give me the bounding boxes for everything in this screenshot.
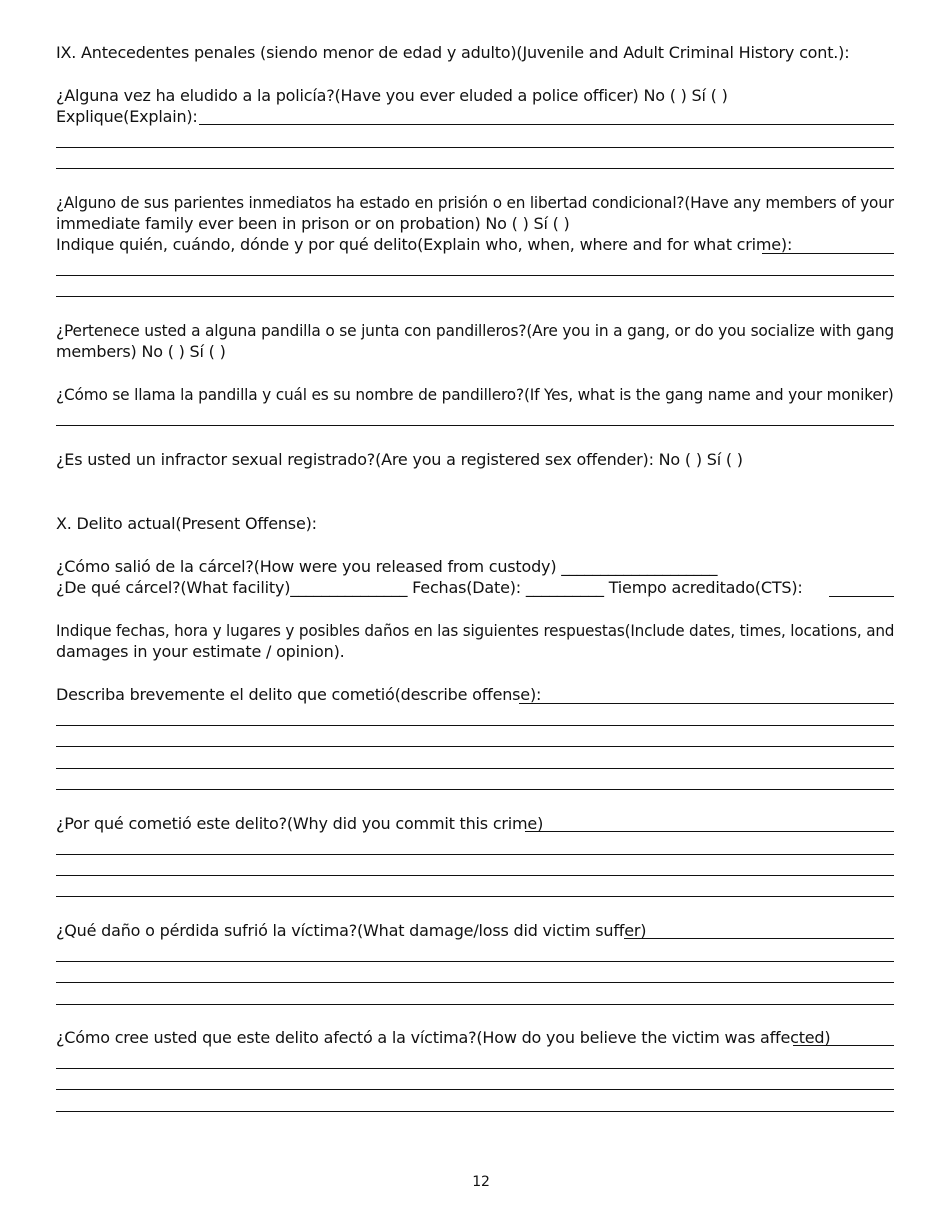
- answer-line-why-crime[interactable]: [525, 831, 894, 832]
- question-gang-line1: ¿Pertenece usted a alguna pandilla o se junta con pandilleros?(Are you in a gang, or do you socialize with gang: [56, 321, 894, 340]
- section-x-heading: X. Delito actual(Present Offense):: [56, 514, 317, 533]
- answer-line[interactable]: [56, 982, 894, 983]
- answer-line-victim-damage[interactable]: [624, 938, 894, 939]
- question-describe-offense: Describa brevemente el delito que cometió(describe offense):: [56, 685, 542, 704]
- question-victim-affected: ¿Cómo cree usted que este delito afectó a la víctima?(How do you believe the victim was affected): [56, 1028, 831, 1047]
- answer-line[interactable]: [56, 896, 894, 897]
- instructions-line1: Indique fechas, hora y lugares y posibles daños en las siguientes respuestas(Include dates, times, locations, and: [56, 621, 895, 640]
- question-eluded-police: ¿Alguna vez ha eludido a la policía?(Have you ever eluded a police officer) No ( ) Sí ( ): [56, 86, 728, 105]
- instructions-line2: damages in your estimate / opinion).: [56, 642, 345, 661]
- answer-line[interactable]: [56, 296, 894, 297]
- question-sex-offender: ¿Es usted un infractor sexual registrado?(Are you a registered sex offender): No ( ) Sí ( ): [56, 450, 743, 469]
- answer-line[interactable]: [56, 1004, 894, 1005]
- answer-line-explain-family[interactable]: [762, 253, 894, 254]
- answer-line[interactable]: [56, 725, 894, 726]
- answer-line-cts[interactable]: [829, 596, 894, 597]
- answer-line-gang-name[interactable]: [56, 425, 894, 426]
- answer-line[interactable]: [56, 275, 894, 276]
- answer-line[interactable]: [56, 875, 894, 876]
- answer-line[interactable]: [56, 789, 894, 790]
- answer-line-explain-eluded[interactable]: [199, 124, 894, 125]
- answer-line[interactable]: [56, 1111, 894, 1112]
- question-family-prison-line2: immediate family ever been in prison or on probation) No ( ) Sí ( ): [56, 214, 570, 233]
- question-facility-date-cts: ¿De qué cárcel?(What facility)_______________ Fechas(Date): __________ Tiempo acreditado(CTS):: [56, 578, 803, 597]
- answer-line[interactable]: [56, 746, 894, 747]
- question-gang-line2: members) No ( ) Sí ( ): [56, 342, 226, 361]
- answer-line[interactable]: [56, 961, 894, 962]
- answer-line[interactable]: [56, 1068, 894, 1069]
- section-ix-heading: IX. Antecedentes penales (siendo menor de edad y adulto)(Juvenile and Adult Criminal History cont.):: [56, 43, 850, 62]
- answer-line-describe-offense[interactable]: [519, 703, 894, 704]
- answer-line[interactable]: [56, 768, 894, 769]
- answer-line[interactable]: [56, 854, 894, 855]
- page-number: 12: [472, 1174, 490, 1190]
- question-released-custody: ¿Cómo salió de la cárcel?(How were you released from custody) ____________________: [56, 557, 718, 576]
- question-why-crime: ¿Por qué cometió este delito?(Why did you commit this crime): [56, 814, 544, 833]
- answer-line-victim-affected[interactable]: [793, 1045, 894, 1046]
- label-explain-eluded: Explique(Explain):: [56, 107, 198, 126]
- question-gang-name: ¿Cómo se llama la pandilla y cuál es su nombre de pandillero?(If Yes, what is the gang name and your moniker): [56, 385, 894, 404]
- answer-line[interactable]: [56, 1089, 894, 1090]
- label-explain-family: Indique quién, cuándo, dónde y por qué delito(Explain who, when, where and for what crime):: [56, 235, 793, 254]
- answer-line[interactable]: [56, 147, 894, 148]
- question-victim-damage: ¿Qué daño o pérdida sufrió la víctima?(What damage/loss did victim suffer): [56, 921, 647, 940]
- question-family-prison-line1: ¿Alguno de sus parientes inmediatos ha estado en prisión o en libertad condicional?(Have any members of your: [56, 193, 894, 212]
- answer-line[interactable]: [56, 168, 894, 169]
